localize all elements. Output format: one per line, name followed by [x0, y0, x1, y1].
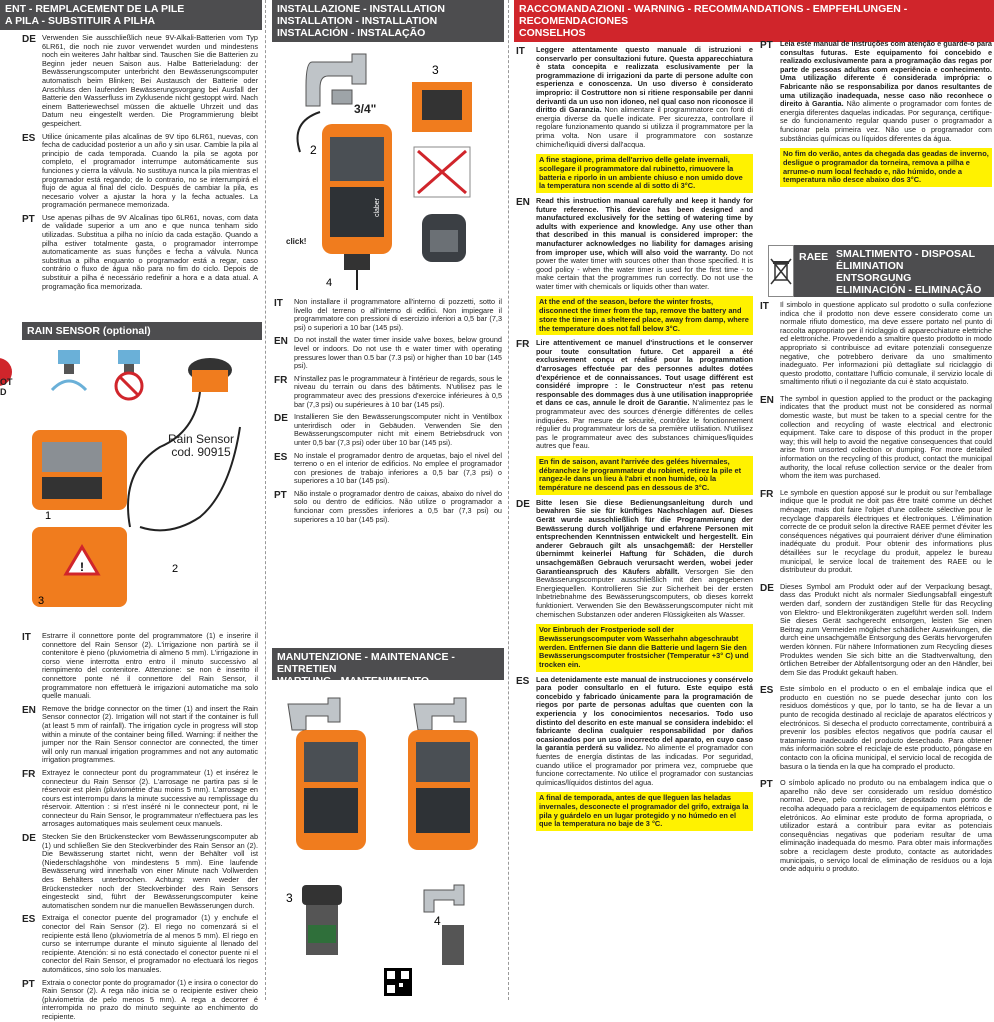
lang-code: IT: [274, 298, 283, 309]
warn-plain-it: Non alimentare il programmatore con fonti di energia diverse da quelle indicate. Per sicurezza, controllare il regolare funzionamento quando si utilizza il programmatore per la prima volta. Non usare il programmatore con sostanze chimiche/liquidi diversi dall'acqua.: [536, 105, 753, 149]
warnings-header: RACCOMANDAZIONI - WARNING - RECOMMANDATIONS - EMPFEHLUNGEN - RECOMENDACIONES CONSELHOS: [514, 0, 994, 42]
lang-code: PT: [22, 978, 35, 990]
svg-text:1: 1: [45, 510, 52, 522]
click-label: click!: [286, 237, 307, 246]
battery-text-es: Utilice únicamente pilas alcalinas de 9V tipo 6LR61, nuevas, con fecha de caducidad posterior a un año y sin usar. Cambie la pila al principio de cada temporada. Cuando la pila se agota por completo, el programador interrumpe automáticamente sus funciones y cierra la válvula. No sustituya nunca la pila mientras el programador está regando; de lo contrario, no se interrumpirá el flujo de agua al final del ciclo. Después de cambiar la pila, es necesario volver a ajustar la hora y la fecha actuales. La programación permanece memorizada.: [42, 131, 258, 210]
winter-note-pt: No fim do verão, antes da chegada das geadas de inverno, desligue o programador da torneira, remova a pilha e arrume-o num local fechado e, não húmido, onde a temperatura não desce abaixo dos 3°C.: [780, 148, 992, 187]
battery-text-pt: Use apenas pilhas de 9V Alcalinas tipo 6LR61, novas, com data de validade superior a um ano e que nunca tenham sido utilizadas. Substitua a pilha no início da cada estação. Quando a pilha estiver totalmente gasta, o programador interrompe automaticamente as suas funções e fecha a válvula. Nunca substitua a pilha enquanto o programador está a regar, caso contrário o fluxo de água não para no fim do ciclo. Depois de substituir a pilha é necessário redefinir a hora e a data atual. A programação fica memorizada.: [42, 212, 258, 291]
rain-sensor-label: Rain Sensor cod. 90915: [168, 432, 235, 459]
lang-code: DE: [22, 833, 36, 845]
rain-text-it: Estrarre il connettore ponte del programmatore (1) e inserire il connettore del Rain Sensor (2). L'irrigazione non partirà se il contenitore è pieno (pluviometria di almeno 5 mm). L'irrigazione in corso viene interrotta entro entro il minuto successivo al riempimento del contenitore. Attenzione: se non è inserito il connettore ponte né il connettore del Rain Sensor, il programmatore non effettuerà le irrigazioni automatiche ma solo quelle manuali.: [42, 631, 258, 701]
lang-code: ES: [22, 132, 36, 144]
rain-side-text: OT D: [0, 377, 13, 397]
raee-label: RAEE: [794, 245, 834, 297]
lang-code: ES: [274, 451, 288, 463]
rain-sensor-header: RAIN SENSOR (optional): [22, 322, 262, 340]
install-text-de: Installieren Sie den Bewässerungscomputer nicht in Ventilbox unterirdisch oder in Gebäuden. Verwenden Sie den Bewässerungscomputer nicht mit einem Betriebsdruck von unter 0,5 bar (7,3 psi) oder über 10 bar (145 psi).: [294, 412, 502, 447]
lang-code: EN: [516, 196, 530, 208]
warn-bold-es: Lea detenidamente este manual de instrucciones y consérvelo para poder consultarlo en el futuro. Este equipo está concebido y fabricado únicamente para la programación de riegos por parte de personas adultas que cuenten con la experiencia y los conocimientos necesarios. Todo uso distinto del descrito en este manual se considera indebido: el fabricante declina cualquier responsabilidad por daños ocasionados por un uso incorrecto del aparato, en cuyo caso la garantía perderá su validez.: [536, 674, 753, 753]
disposal-text-en: The symbol in question applied to the product or the packaging indicates that the product must not be considered as normal domestic waste, but must be taken to a special centre for the collection and recycling of waste electrical and electronic equipment. Take care to dispose of this product in the proper way; this will help to avoid the negative consequences that could arise from unsorted collection or dumping. For more detailed information on the recycling of this product, contact the municipal authority, the local refuse collection service or the dealer from whom the item was purchased.: [780, 393, 992, 481]
winter-note-de: Vor Einbruch der Frostperiode soll der Bewässerungscomputer vom Wasserhahn abgeschraubt werden. Entfernen Sie dann die Batterie und lagern Sie den Bewässerungscomputer frostsicher (Temperatur +3° C) und trocken ein.: [536, 624, 753, 672]
lang-code: IT: [22, 632, 31, 643]
pt-warning-section: [758, 40, 994, 187]
rain-sensor-drawing: [0, 342, 262, 617]
winter-note-es: A final de temporada, antes de que lleguen las heladas invernales, desconecte el programador del grifo, extraiga la pila y guárdelo en un lugar protegido y no húmedo en el que la temperatura no baje de 3 °C.: [536, 792, 753, 831]
thread-size-label: 3/4": [354, 102, 377, 116]
lang-code: EN: [22, 704, 36, 716]
lang-code: DE: [274, 413, 288, 425]
column-disposal: [758, 36, 994, 1000]
installation-drawing: [272, 42, 504, 292]
rain-text-pt: Extraia o conector ponte do programador (1) e insira o conector do Rain Sensor (2). A rega não inicia se o recipiente estiver cheio (pluviometria de pelo menos 5 mm). A rega a decorrer é interrompida no prazo do minuto seguinte ao enchimento do recipiente.: [42, 977, 258, 1021]
battery-header: ENT - REMPLACEMENT DE LA PILE A PILA - SUBSTITUIR A PILHA: [0, 0, 262, 30]
column-installation: [272, 0, 504, 1000]
lang-code: FR: [274, 374, 288, 386]
warn-bold-de: Bitte lesen Sie diese Bedienungsanleitung durch und bewahren Sie sie für künftiges Nachschlagen auf. Dieses Gerät wurde ausschließlich für die Programmierung der Bewässerung durch volljährige und erfahrene Personen mit entsprechenden Kenntnissen entwickelt und hergestellt. Ein anderer Gebrauch gilt als unsachgemäß: der Hersteller übernimmt keinerlei Haftung für Schäden, die durch unsachgemäßen Gebrauch verursacht werden, wobei jeder Garantieanspruch des Käufers abfällt.: [536, 497, 753, 576]
warn-plain-pt: Não alimente o programador com fontes de energia diferentes daquelas indicadas. Por segurança, certifique-se do funcionamento regular quando puser o programador a funcionar pela primeira vez. Não use o programador com substâncias químicas ou líquidos diferentes da água.: [780, 99, 992, 143]
svg-text:3: 3: [286, 891, 293, 905]
lang-code: DE: [516, 498, 530, 510]
warn-bold-it: Leggere attentamente questo manuale di istruzioni e conservarlo per consultazioni future. Questa apparecchiatura è stata concepita e realizzata esclusivamente per la programmazione di irrigazioni da parte di persone adulte con esperienza e conoscenza. Un uso diverso è considerato improprio: il Costruttore non si ritiene responsabile per danni derivanti da un uso non idoneo, nel qual caso non riconosce il diritto di Garanzia.: [536, 45, 753, 115]
warn-plain-de: Versorgen Sie den Bewässerungscomputer ausschließlich mit den angegebenen Energiequellen. Kontrollieren Sie zur Sicherheit bei der ersten Inbetriebnahme des Bewässerungscomputers, ob dieses korrekt funktioniert. Verwenden Sie den Bewässerungscomputer nicht mit chemischen Substanzen oder anderen Flüssigkeiten als Wasser.: [536, 566, 753, 619]
installation-section: [272, 292, 504, 524]
disposal-text-it: Il simbolo in questione applicato sul prodotto o sulla confezione indica che il prodotto non deve essere considerato come un normale rifiuto domestico, ma deve essere portato nel punto di raccolta appropriato per il riciclaggio di apparecchiature elettriche ed elettroniche. Provvedendo a smaltire questo prodotto in modo appropriato si contribuisce ad evitare potenziali conseguenze negative, che potrebbero derivare da uno smaltimento inadeguato. Per informazioni più dettagliate sul riciclaggio di questo prodotto, contattare l'ufficio comunale, il servizio locale di smaltimento rifiuti o il negoziante da cui è stato acquistato.: [780, 299, 992, 387]
install-text-en: Do not install the water timer inside valve boxes, below ground level or indoors. Do not use th e water timer with operating pressures lower than 0.5 bar (7.3 psi) or higher than 10 bar (145 psi).: [294, 335, 502, 371]
winter-note-en: At the end of the season, before the winter frosts, disconnect the timer from the tap, remove the battery and store the timer in a sheltered place, away from damp, where the temperature does not fall below 3°C.: [536, 296, 753, 335]
lang-code: EN: [760, 394, 774, 406]
rain-sensor-section: [22, 628, 258, 1022]
svg-text:3: 3: [432, 63, 439, 77]
svg-text:2: 2: [172, 563, 179, 575]
warnings-section: [514, 46, 756, 831]
rain-text-de: Stecken Sie den Brückenstecker vom Bewässerungscomputer ab (1) und schließen Sie den Steckverbinder des Rain Sensor an (2). Die Bewässerung startet nicht, wenn der Behälter voll ist (Niederschlagshöhe von mindestens 5 mm). Eine laufende Bewässerung wird innerhalb von einer Minute nach Vollwerden des Behälters unterbrochen. Achtung: wenn weder der Brückenstecker noch der Steckverbinder des Rain Sensors eingesteckt sind, führt der Bewässerungscomputer keine automatischen sondern nur die manuellen Bewässerungen durch.: [42, 832, 258, 910]
lang-code: PT: [760, 779, 773, 791]
column-battery-rain: [0, 0, 262, 1021]
svg-text:4: 4: [434, 914, 441, 928]
warn-plain-fr: N'alimentez pas le programmateur avec des sources d'énergie différentes de celles indiquées. Par mesure de sécurité, contrôlez le fonctionnement régulier du programmateur lors de sa première utilisation. N'utilisez pas le programmateur avec des substances chimiques/liquides autres que l'eau.: [536, 398, 753, 451]
lang-code: PT: [274, 489, 287, 501]
warn-bold-pt: Leia este manual de instruções com atenção e guarde-o para consultas futuras. Este equipamento foi concebido e realizado exclusivamente para a programação das regas por parte de pessoas adultas com experiência e conhecimento. Uma utilização diferente é considerada imprópria: o Fabricante não se responsabiliza por danos resultantes de uma utilização inadequada, nesse caso não reconhece o direito à Garantia.: [780, 39, 992, 109]
crossed-bin-icon: [768, 245, 794, 297]
maintenance-illustration: [272, 680, 504, 1000]
battery-text-de: Verwenden Sie ausschließlich neue 9V-Alkali-Batterien vom Typ 6LR61, die noch nie zuvor verwendet wurden und mindestens noch ein weiteres Jahr haltbar sind. Tauschen Sie die Batterien zu Beginn jeder neuen Saison aus. Halbe Batterieladung: der Bewässerungscomputer unterbricht den Bewässerungscomputer automatisch beim Blinken; Bei Austausch der Batterie oder Anschluss den laufenden Bewässerungsvorgang bei Ausfall der Batterie den Wasserfluss im Zyklusende nicht gestoppt wird. Nach einem Batteriewechsel müssen die aktuelle Uhrzeit und das Datum neu eingestellt werden. Die Programmierung bleibt gespeichert.: [42, 33, 258, 128]
maintenance-drawing: [272, 680, 504, 1000]
disposal-text-es: Este símbolo en el producto o en el embalaje indica que el producto en cuestión no se puede desechar junto con los residuos domésticos y que, por lo tanto, se ha de llevar a un punto de recogida destinado al reciclaje de aparatos eléctricos y electrónicos. Si desecha el producto correctamente, contribuirá a prevenir los posibles efectos negativos que podría causar el tratamiento inadecuado del producto desechado. Para obtener más información sobre el reciclaje de este producto, póngase en contacto con la oficina municipal, el servicio local de recogida de basura o la tienda en la que ha comprado el producto.: [780, 684, 992, 771]
winter-note-fr: En fin de saison, avant l'arrivée des gelées hivernales, débranchez le programmateur du robinet, retirez la pile et rangez-le dans un lieu à l'abri et non humide, où la température ne descend pas en dessous de 3°C.: [536, 456, 753, 495]
lang-code: PT: [22, 213, 35, 225]
fold-line: [508, 0, 509, 1000]
winter-note-it: A fine stagione, prima dell'arrivo delle gelate invernali, scollegare il programmatore dal rubinetto, rimuovere la batteria e riporlo in un ambiente chiuso e non umido dove la temperatura non scende al di sotto di 3°C.: [536, 154, 753, 193]
fold-line: [265, 0, 266, 1000]
lang-code: ES: [760, 685, 774, 697]
maintenance-header: MANUTENZIONE - MAINTENANCE - ENTRETIEN: [272, 648, 504, 702]
install-text-fr: N'installez pas le programmateur à l'intérieur de regards, sous le niveau du terrain ou dans des bâtiments. N'utilisez pas le programmateur avec des pressions d'exercice inférieures à 0,5 bar (7,3 psi) ou supérieures à 10 bar (145 psi).: [294, 373, 503, 409]
lang-code: PT: [760, 40, 773, 51]
disposal-text-fr: Le symbole en question apposé sur le produit ou sur l'emballage indique que le produit ne doit pas être traité comme un déchet ménager, mais doit faire l'objet d'une collecte sélective pour le recyclage d'appareils électriques et électroniques. L'élimination correcte de ce produit selon la directive RAEE permet d'éviter les conséquences négatives qui pourraient dériver d'une élimination inadéquate du produit. Pour obtenir des informations plus détaillées sur le recyclage du produit, appelez le bureau municipal, le service local de traitement des RAEE ou le distributeur du produit.: [780, 487, 992, 575]
rain-text-es: Extraiga el conector puente del programador (1) y enchufe el conector del Rain Sensor (2). El riego no comenzará si el recipiente está lleno (pluviometría de al menos 5 mm). El riego en curso se interrumpe durante el minuto siguiente al llenado del recipiente. Atención: si no está conectado el conector puente ni el conector del Rain Sensor, el programador no efectuará los riegos automáticos, sino solo los manuales.: [42, 913, 258, 974]
svg-text:2: 2: [310, 143, 317, 157]
rain-sensor-illustration: [0, 342, 262, 617]
brand-logo: claber: [374, 197, 382, 218]
lang-code: ES: [516, 675, 530, 687]
disposal-text-pt: O símbolo aplicado no produto ou na embalagem indica que o aparelho não deve ser considerado um resíduo doméstico normal. Deve, pelo contrário, ser depositado num ponto de recolha adequado para a reciclagem de equipamentos elétricos e eletrónicos. Ao eliminar este produto de forma apropriada, o utilizador estará a contribuir para evitar as potenciais consequências negativas que poderiam resultar de uma eliminação inadequada do mesmo. Para obter mais informações sobre a reciclagem deste produto, contacte as autoridades municipais, o serviço local de eliminação de resíduos ou a loja onde adquiriu o produto.: [780, 778, 992, 874]
install-text-es: No instale el programador dentro de arquetas, bajo el nivel del terreno o en el interior de edificios. No emplee el programador con presiones de trabajo inferiores a 0,5 bar (7,3 psi) o superiores a 10 bar (145 psi).: [294, 450, 502, 486]
lang-code: DE: [760, 582, 774, 594]
rain-text-en: Remove the bridge connector on the timer (1) and insert the Rain Sensor connector (2). Irrigation will not start if the container is full (at least 5 mm of rainfall). The irrigation cycle in progress will stop within a minute of the container being filled. Warning: if neither the jumper nor the Rain Sensor connector are connected, the timer will only run manual irrigation programmes and not any automatic irrigation programmes.: [42, 703, 258, 765]
lang-code: ES: [22, 914, 36, 926]
lang-code: IT: [760, 300, 769, 312]
installation-header: INSTALLAZIONE - INSTALLATION INSTALLATION - INSTALLATION INSTALACIÓN - INSTALAÇÃO: [272, 0, 504, 42]
install-text-it: Non installare il programmatore all'interno di pozzetti, sotto il livello del terreno o all'interno di edifici. Non impiegare il programmatore con pressioni di esercizio inferiori a 0,5 bar (7,3 psi) o superiori a 10 bar (145 psi).: [294, 297, 502, 332]
disposal-title: SMALTIMENTO - DISPOSAL ÉLIMINATION ENTSORGUNG ELIMINACIÓN - ELIMINAÇÃO: [834, 245, 994, 297]
rain-text-fr: Extrayez le connecteur pont du programmateur (1) et insérez le connecteur du Rain Sensor (2). L'arrosage ne partira pas si le réservoir est plein (pluviométrie d'au moins 5 mm). L'arrosage en cours est interrompu dans la minute successive au remplissage du réservoir. Attention : si n'est inséré ni le connecteur pont, ni le connecteur du Rain Sensor, le programmateur n'effectuera pas les arrosages automatiques mais seulement ceux manuels.: [42, 767, 258, 829]
disposal-text-de: Dieses Symbol am Produkt oder auf der Verpackung besagt, dass das Produkt nicht als normaler Siedlungsabfall eingestuft werden darf, sondern der zuständigen Stelle für das Recycling von Elektro- und Elektronikgeräten zugeführt werden soll. Indem Sie dieses Gerät sachgerecht entsorgen, leisten Sie einen Beitrag zum Vermeiden möglicher schädlicher Auswirkungen, die durch eine unsachgemäße Entsorgung des Geräts hervorgerufen werden können. Für nähere Informationen zum Recycling dieses Produktes wenden Sie sich bitte an die Stadtverwaltung, den örtlichen Betreiber der Abfallentsorgung oder an den Händler, bei dem Sie das Produkt gekauft haben.: [780, 581, 992, 677]
warn-bold-en: Read this instruction manual carefully and keep it handy for future reference. This device has been designed and manufactured exclusively for the setting of watering time by adults with experience and knowledge. Any use other than that described in this manual is considered improper: the manufacturer acknowledges no liability for damages arising from improper use, which will also void the warranty.: [536, 195, 753, 257]
svg-text:!: !: [80, 560, 84, 574]
lang-code: EN: [274, 336, 288, 348]
warn-bold-fr: Lire attentivement ce manuel d'instructions et le conserver pour toute consultation future. Cet appareil a été exclusivement conçu et réalisé pour la programmation d'arrosages effectuée par des personnes adultes dotées d'expérience et de connaissances. Tout usage différent est considéré impropre : le Constructeur n'est pas retenu responsable des dommages dus à une utilisation inappropriée et dans ce cas, annule le droit de Garantie.: [536, 338, 753, 408]
lang-code: IT: [516, 46, 525, 57]
lang-code: FR: [760, 488, 774, 500]
installation-illustration: [272, 42, 504, 292]
lang-code: FR: [22, 768, 36, 780]
raee-header: [768, 245, 994, 297]
svg-text:3: 3: [38, 595, 45, 607]
warn-plain-es: No alimente el programador con fuentes de energía distintas de las indicadas. Por seguridad, cuando utilice el programador por primera vez, compruebe que funcione correctamente. No utilice el programador con sustancias químicas/líquidos distintos del agua.: [536, 743, 753, 787]
battery-section: [0, 34, 262, 291]
svg-text:4: 4: [326, 277, 333, 289]
install-text-pt: Não instale o programador dentro de caixas, abaixo do nível do solo ou dentro de edifícios. Não utilize o programador a funcionar com pressões inferiores a 0,5 bar (7,3 psi) ou superiores a 10 bar (145 psi).: [294, 488, 502, 524]
disposal-section: [758, 301, 994, 874]
warn-plain-en: Do not power the water timer with sources other than those specified. It is good policy - when the water timer is used for the first time - to make certain that the programmes run correctly. Do not use the water timer with chemicals or liquids other than water.: [536, 247, 754, 291]
lang-code: DE: [22, 34, 36, 45]
lang-code: FR: [516, 339, 530, 351]
